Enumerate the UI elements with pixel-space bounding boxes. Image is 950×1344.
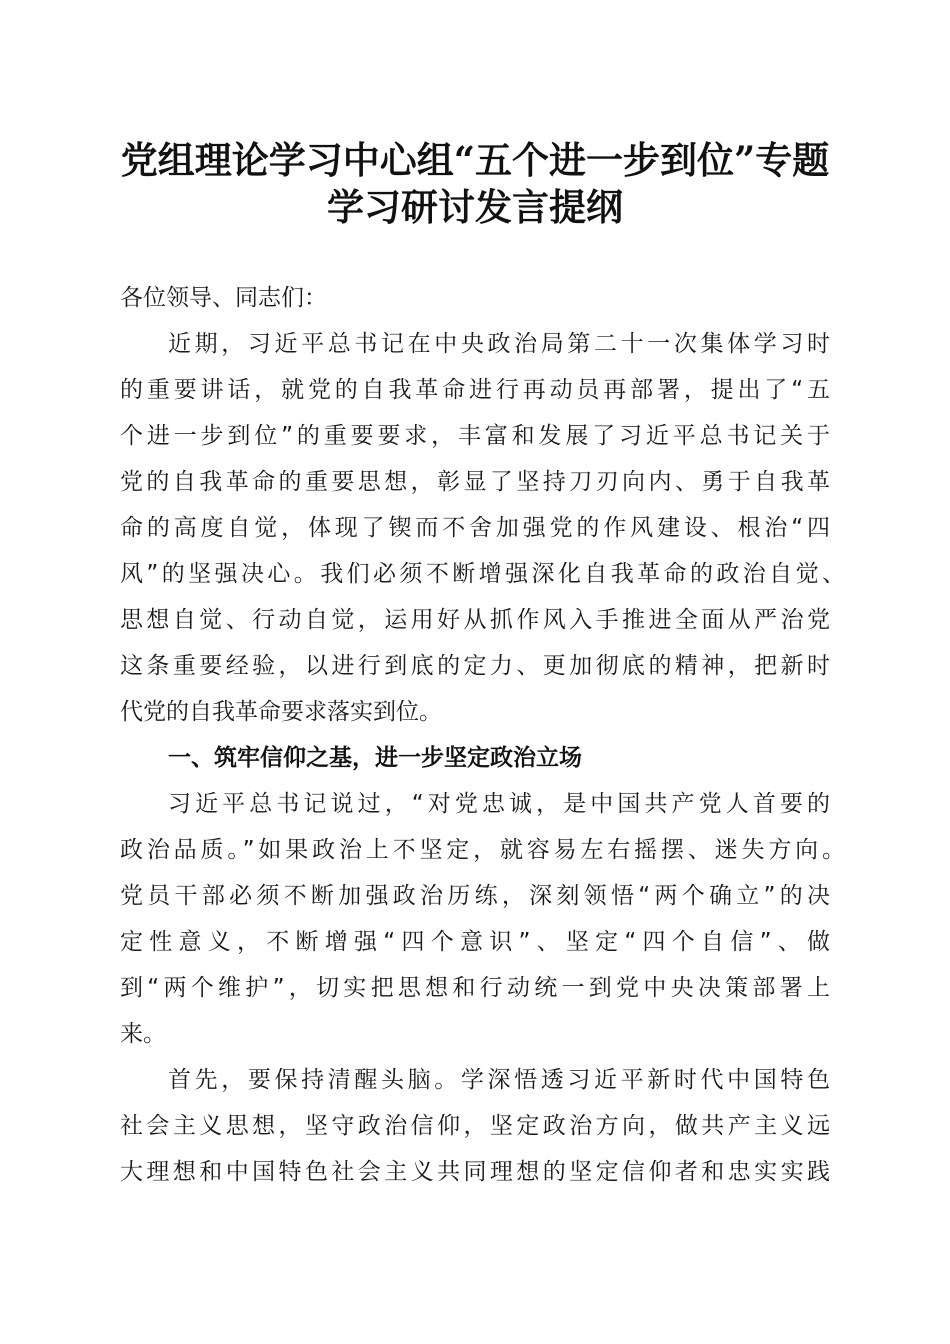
paragraph-1-line: 个进一步到位”的重要要求，丰富和发展了习近平总书记关于 xyxy=(120,423,830,449)
document-title-line-1: 党组理论学习中心组“五个进一步到位”专题 xyxy=(120,138,830,182)
paragraph-1-line: 思想自觉、行动自觉，运用好从抓作风入手推进全面从严治党 xyxy=(120,607,830,633)
paragraph-1-line: 近期，习近平总书记在中央政治局第二十一次集体学习时 xyxy=(168,331,830,357)
paragraph-2-line: 政治品质。”如果政治上不坚定，就容易左右摇摆、迷失方向。 xyxy=(120,837,845,863)
paragraph-1-line: 这条重要经验，以进行到底的定力、更加彻底的精神，把新时 xyxy=(120,653,830,679)
document-title-line-2: 学习研讨发言提纲 xyxy=(327,185,623,229)
paragraph-3-line: 社会主义思想，坚守政治信仰，坚定政治方向，做共产主义远 xyxy=(120,1113,830,1139)
section-heading-1: 一、筑牢信仰之基，进一步坚定政治立场 xyxy=(168,745,582,771)
paragraph-1-line: 代党的自我革命要求落实到位。 xyxy=(120,699,442,725)
paragraph-2-line: 党员干部必须不断加强政治历练，深刻领悟“两个确立”的决 xyxy=(120,883,830,909)
paragraph-2-line: 来。 xyxy=(120,1021,166,1047)
salutation: 各位领导、同志们： xyxy=(120,285,327,311)
paragraph-3-line: 首先，要保持清醒头脑。学深悟透习近平新时代中国特色 xyxy=(168,1067,830,1093)
paragraph-2-line: 到“两个维护”，切实把思想和行动统一到党中央决策部署上 xyxy=(120,975,830,1001)
paragraph-2-line: 习近平总书记说过，“对党忠诚，是中国共产党人首要的 xyxy=(168,791,830,817)
paragraph-1-line: 党的自我革命的重要思想，彰显了坚持刀刃向内、勇于自我革 xyxy=(120,469,830,495)
paragraph-1-line: 的重要讲话，就党的自我革命进行再动员再部署，提出了“五 xyxy=(120,377,830,403)
paragraph-1-line: 风”的坚强决心。我们必须不断增强深化自我革命的政治自觉、 xyxy=(120,561,845,587)
paragraph-2-line: 定性意义，不断增强“四个意识”、坚定“四个自信”、做 xyxy=(120,929,830,955)
paragraph-3-line: 大理想和中国特色社会主义共同理想的坚定信仰者和忠实实践 xyxy=(120,1159,830,1185)
paragraph-1-line: 命的高度自觉，体现了锲而不舍加强党的作风建设、根治“四 xyxy=(120,515,830,541)
